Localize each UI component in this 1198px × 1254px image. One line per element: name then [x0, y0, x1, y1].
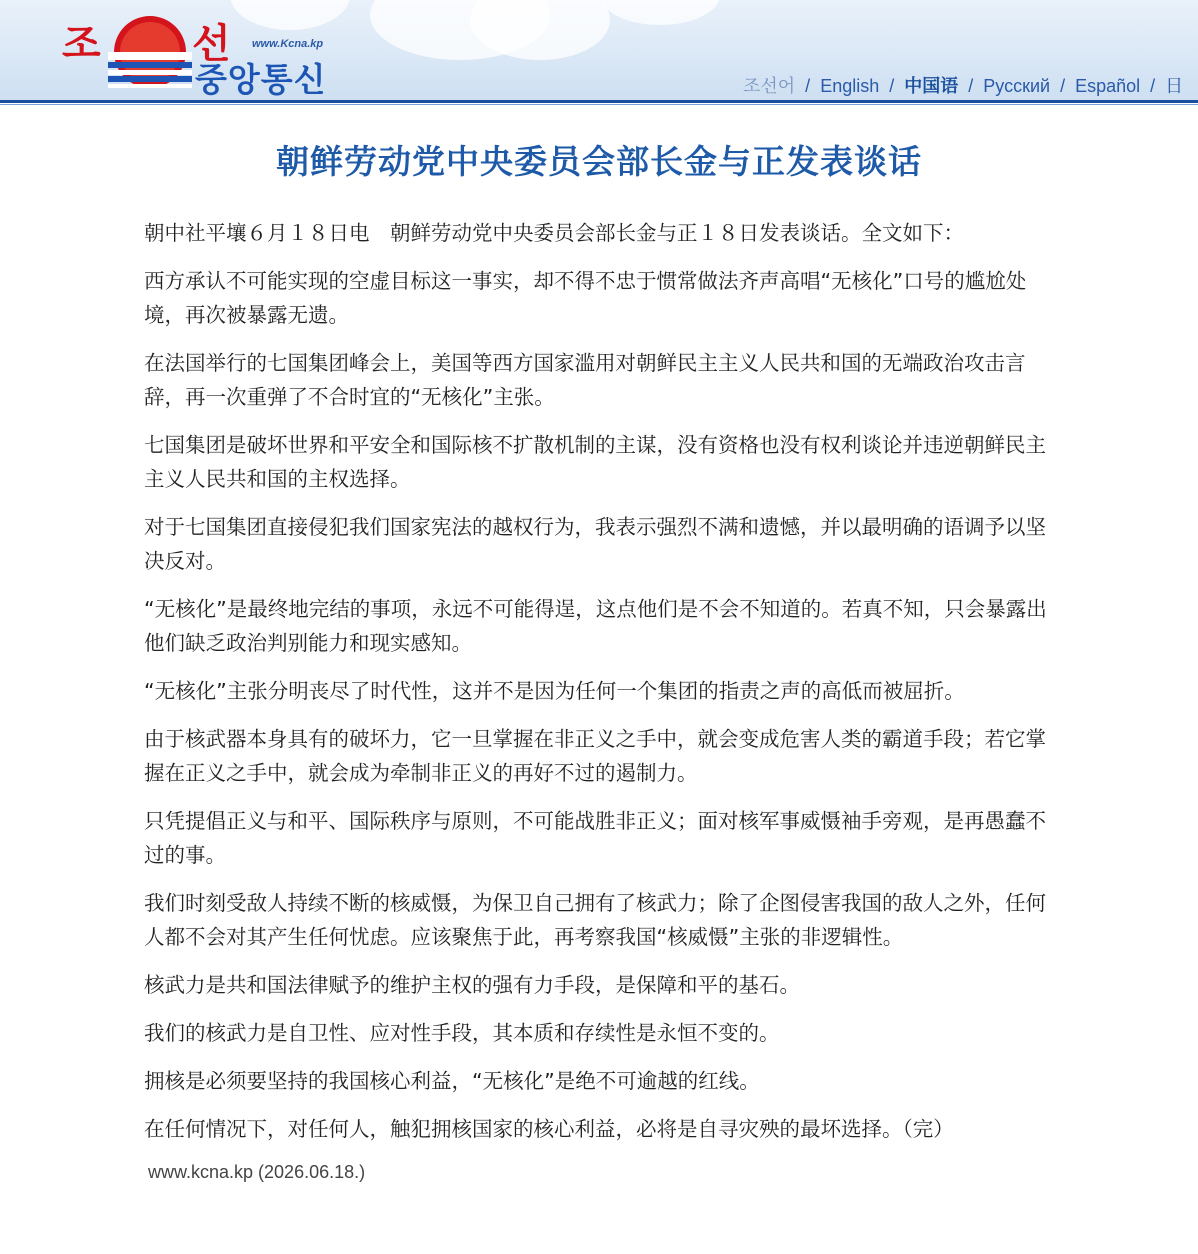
- logo-text-seon: 선: [192, 21, 231, 67]
- article-paragraph: 朝中社平壤６月１８日电 朝鲜劳动党中央委员会部长金与正１８日发表谈话。全文如下：: [144, 221, 964, 245]
- article-paragraph: 核武力是共和国法律赋予的维护主权的强有力手段，是保障和平的基石。: [144, 973, 800, 997]
- lang-separator: /: [1150, 76, 1156, 96]
- article-paragraph: 在任何情况下，对任何人，触犯拥核国家的核心利益，必将是自寻灾殃的最坏选择。（完）: [144, 1117, 954, 1141]
- lang-separator: /: [889, 76, 895, 96]
- article-paragraph: 由于核武器本身具有的破坏力，它一旦掌握在非正义之手中，就会变成危害人类的霸道手段；若它掌握在正义之手中，就会成为牵制非正义的再好不过的遏制力。: [144, 727, 1046, 785]
- site-header: [0, 0, 1198, 100]
- article-paragraph: 七国集团是破坏世界和平安全和国际核不扩散机制的主谋，没有资格也没有权利谈论并违逆朝鲜民主主义人民共和国的主权选择。: [144, 433, 1046, 491]
- article-paragraph: 我们时刻受敌人持续不断的核威慑，为保卫自己拥有了核武力；除了企图侵害我国的敌人之外，任何人都不会对其产生任何忧虑。应该聚焦于此，再考察我国“核威慑”主张的非逻辑性。: [144, 891, 1046, 949]
- article-title: 朝鲜劳动党中央委员会部长金与正发表谈话: [276, 142, 922, 181]
- logo-text-agency: 중앙통신: [195, 60, 327, 99]
- lang-link-english[interactable]: English: [820, 76, 880, 96]
- article-paragraph: “无核化”是最终地完结的事项，永远不可能得逞，这点他们是不会不知道的。若真不知，只会暴露出他们缺乏政治判别能力和现实感知。: [144, 597, 1047, 655]
- header-rule-thin: [0, 104, 1198, 105]
- lang-separator: /: [805, 76, 811, 96]
- lang-link-chinese[interactable]: 中国语: [904, 76, 959, 96]
- article-paragraph: 对于七国集团直接侵犯我们国家宪法的越权行为，我表示强烈不满和遗憾，并以最明确的语调予以坚决反对。: [144, 515, 1046, 573]
- lang-separator: /: [1060, 76, 1066, 96]
- article-paragraph: 在法国举行的七国集团峰会上，美国等西方国家滥用对朝鲜民主主义人民共和国的无端政治攻击言辞，再一次重弹了不合时宜的“无核化”主张。: [144, 351, 1026, 409]
- article-paragraph: “无核化”主张分明丧尽了时代性，这并不是因为任何一个集团的指责之声的高低而被屈折。: [144, 679, 965, 703]
- lang-link-spanish[interactable]: Español: [1075, 76, 1141, 96]
- lang-separator: /: [968, 76, 974, 96]
- header-rule: [0, 100, 1198, 103]
- lang-link-russian[interactable]: Русский: [983, 76, 1051, 96]
- article-paragraph: 我们的核武力是自卫性、应对性手段，其本质和存续性是永恒不变的。: [144, 1021, 780, 1045]
- article-source-date: www.kcna.kp (2026.06.18.): [148, 1162, 366, 1182]
- lang-link-korean[interactable]: 조선어: [743, 76, 796, 96]
- sun-emblem-icon: [104, 8, 194, 94]
- article-body: [144, 216, 1049, 1160]
- kcna-logo[interactable]: [60, 6, 360, 99]
- logo-text-jo: 조: [62, 21, 101, 67]
- logo-url: www.Kcna.kp: [252, 38, 324, 50]
- header-cloud-decoration: [600, 0, 720, 25]
- article-paragraph: 只凭提倡正义与和平、国际秩序与原则，不可能战胜非正义；面对核军事威慑袖手旁观，是再愚蠢不过的事。: [144, 809, 1046, 867]
- article-paragraph: 西方承认不可能实现的空虚目标这一事实，却不得不忠于惯常做法齐声高唱“无核化”口号的尴尬处境，再次被暴露无遗。: [144, 269, 1027, 327]
- language-nav: [743, 72, 1183, 96]
- article-paragraph: 拥核是必须要坚持的我国核心利益，“无核化”是绝不可逾越的红线。: [144, 1069, 760, 1093]
- lang-link-japanese[interactable]: 日: [1165, 76, 1184, 96]
